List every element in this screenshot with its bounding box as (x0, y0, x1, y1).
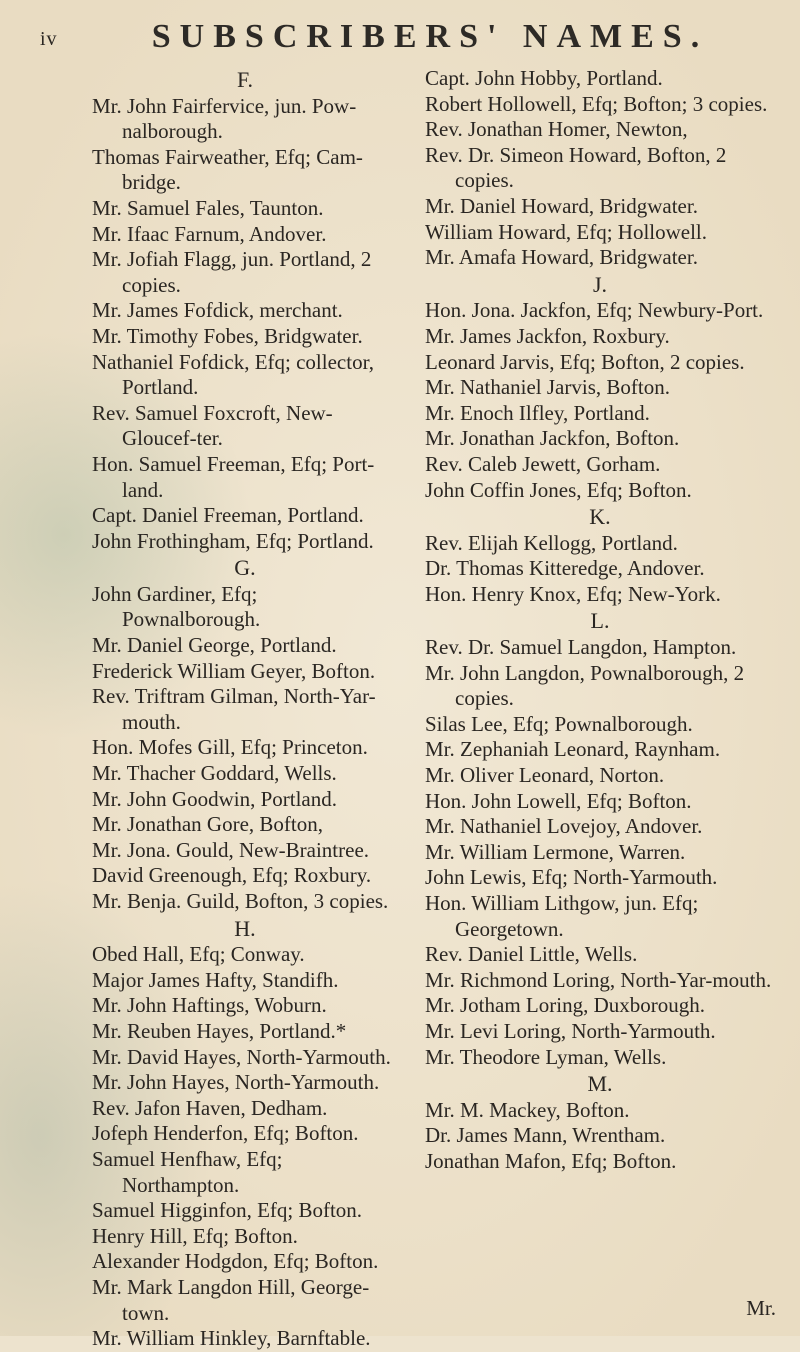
subscriber-entry: Rev. Elijah Kellogg, Portland. (425, 530, 678, 555)
subscriber-entry: Obed Hall, Efq; Conway. (92, 942, 305, 967)
section-letter: F. (237, 67, 253, 92)
page-header (40, 14, 760, 54)
subscriber-entry: Mr. Ifaac Farnum, Andover. (92, 221, 327, 246)
subscriber-entry: Frederick William Geyer, Bofton. (92, 658, 376, 683)
subscriber-entry: Mr. M. Mackey, Bofton. (425, 1097, 630, 1122)
subscriber-entry: Mr. John Fairfervice, jun. Pow-nalborough. (92, 93, 357, 144)
subscriber-entry: Mr. David Hayes, North-Yarmouth. (92, 1044, 391, 1069)
section-letter: G. (234, 555, 256, 581)
subscriber-entry: Mr. Theodore Lyman, Wells. (425, 1044, 667, 1069)
subscriber-entry: Samuel Higginfon, Efq; Bofton. (92, 1198, 363, 1223)
page-number: iv (40, 28, 58, 50)
subscriber-entry: Mr. Reuben Hayes, Portland.* (92, 1018, 347, 1043)
subscriber-entry: Mr. Nathaniel Lovejoy, Andover. (425, 814, 703, 839)
subscriber-entry: Mr. William Hinkley, Barnftable. (92, 1326, 371, 1351)
subscriber-entry: Mr. Timothy Fobes, Bridgwater. (92, 323, 363, 348)
subscriber-entry: John Gardiner, Efq; Pownalborough. (92, 581, 261, 632)
section-letter: L. (590, 608, 610, 634)
subscriber-entry: Robert Hollowell, Efq; Bofton; 3 copies. (425, 91, 768, 116)
subscriber-entry: Mr. John Hayes, North-Yarmouth. (92, 1070, 380, 1095)
subscriber-entry: Leonard Jarvis, Efq; Bofton, 2 copies. (425, 349, 745, 374)
subscriber-entry: Mr. Nathaniel Jarvis, Bofton. (425, 375, 670, 400)
subscriber-entry: Mr. William Lermone, Warren. (425, 839, 686, 864)
subscriber-entry: Rev. Daniel Little, Wells. (425, 942, 638, 967)
subscriber-entry: Mr. Amafa Howard, Bridgwater. (425, 245, 698, 270)
subscriber-entry: Mr. Thacher Goddard, Wells. (92, 761, 337, 786)
subscriber-entry: Rev. Dr. Simeon Howard, Bofton, 2 copies. (425, 142, 727, 193)
subscriber-entry: Silas Lee, Efq; Pownalborough. (425, 711, 693, 736)
subscriber-entry: Rev. Jafon Haven, Dedham. (92, 1095, 328, 1120)
subscriber-entry: Hon. Jona. Jackfon, Efq; Newbury-Port. (425, 298, 764, 323)
subscriber-entry: Hon. John Lowell, Efq; Bofton. (425, 788, 692, 813)
subscriber-entry: Thomas Fairweather, Efq; Cam-bridge. (92, 144, 363, 195)
subscriber-entry: David Greenough, Efq; Roxbury. (92, 863, 372, 888)
right-column (425, 66, 775, 1175)
subscriber-entry: William Howard, Efq; Hollowell. (425, 219, 708, 244)
running-title: SUBSCRIBERS' NAMES. (151, 18, 709, 55)
subscriber-entry: Mr. Daniel Howard, Bridgwater. (425, 193, 698, 218)
subscriber-entry: Mr. Samuel Fales, Taunton. (92, 195, 324, 220)
subscriber-entry: John Lewis, Efq; North-Yarmouth. (425, 865, 718, 890)
subscriber-entry: Hon. Samuel Freeman, Efq; Port-land. (92, 451, 375, 502)
subscriber-entry: Mr. Levi Loring, North-Yarmouth. (425, 1018, 716, 1043)
section-letter: J. (592, 271, 608, 297)
subscriber-entry: Mr. John Goodwin, Portland. (92, 786, 338, 811)
subscriber-entry: Mr. Jotham Loring, Duxborough. (425, 993, 705, 1018)
subscriber-entry: Mr. James Fofdick, merchant. (92, 298, 343, 323)
subscriber-entry: Mr. John Langdon, Pownalborough, 2 copies. (425, 660, 745, 711)
subscriber-entry: Henry Hill, Efq; Bofton. (92, 1223, 298, 1248)
subscriber-entry: Jofeph Henderfon, Efq; Bofton. (92, 1121, 359, 1146)
subscriber-entry: Alexander Hodgdon, Efq; Bofton. (92, 1249, 379, 1274)
subscriber-entry: Major James Hafty, Standifh. (92, 967, 339, 992)
section-letter: K. (589, 504, 611, 530)
subscriber-entry: Capt. Daniel Freeman, Portland. (92, 503, 364, 528)
subscriber-entry: Rev. Dr. Samuel Langdon, Hampton. (425, 635, 737, 660)
subscriber-entry: Rev. Triftram Gilman, North-Yar-mouth. (92, 684, 376, 734)
subscriber-entry: Hon. William Lithgow, jun. Efq; Georgetown. (425, 891, 699, 941)
left-column (92, 66, 398, 1352)
subscriber-entry: Mr. Jona. Gould, New-Braintree. (92, 837, 370, 862)
subscriber-entry: Rev. Caleb Jewett, Gorham. (425, 451, 661, 476)
catchword: Mr. (746, 1296, 776, 1320)
subscriber-entry: Mr. Jonathan Jackfon, Bofton. (425, 426, 680, 451)
subscriber-entry: Mr. Mark Langdon Hill, George-town. (92, 1274, 370, 1325)
subscriber-entry: Mr. Richmond Loring, North-Yar-mouth. (425, 967, 772, 992)
subscriber-entry: Mr. Daniel George, Portland. (92, 633, 337, 658)
subscriber-entry: Mr. Jonathan Gore, Bofton, (92, 812, 323, 837)
subscriber-entry: Rev. Jonathan Homer, Newton, (425, 117, 688, 142)
subscriber-entry: Capt. John Hobby, Portland. (425, 66, 663, 90)
subscriber-entry: Rev. Samuel Foxcroft, New-Gloucef-ter. (92, 400, 333, 451)
subscriber-entry: Mr. John Haftings, Woburn. (92, 993, 327, 1018)
subscriber-entry: Samuel Henfhaw, Efq; Northampton. (92, 1146, 283, 1197)
subscriber-entry: Nathaniel Fofdick, Efq; collector, Portland. (92, 349, 374, 400)
subscriber-entry: Mr. Benja. Guild, Bofton, 3 copies. (92, 889, 389, 913)
subscriber-entry: John Coffin Jones, Efq; Bofton. (425, 477, 692, 502)
subscriber-entry: Dr. James Mann, Wrentham. (425, 1123, 666, 1148)
subscriber-entry: Mr. Zephaniah Leonard, Raynham. (425, 737, 721, 762)
section-letter: H. (234, 915, 256, 941)
section-letter: M. (587, 1071, 613, 1097)
subscriber-entry: Hon. Henry Knox, Efq; New-York. (425, 581, 721, 606)
subscriber-entry: Dr. Thomas Kitteredge, Andover. (425, 556, 705, 581)
subscriber-entry: Jonathan Mafon, Efq; Bofton. (425, 1148, 677, 1173)
subscriber-entry: Mr. James Jackfon, Roxbury. (425, 323, 670, 348)
subscriber-entry: Mr. Enoch Ilfley, Portland. (425, 400, 650, 425)
subscriber-entry: Mr. Jofiah Flagg, jun. Portland, 2 copies. (92, 247, 372, 297)
subscriber-entry: Hon. Mofes Gill, Efq; Princeton. (92, 735, 368, 760)
subscriber-entry: John Frothingham, Efq; Portland. (92, 528, 374, 553)
subscriber-entry: Mr. Oliver Leonard, Norton. (425, 763, 665, 788)
